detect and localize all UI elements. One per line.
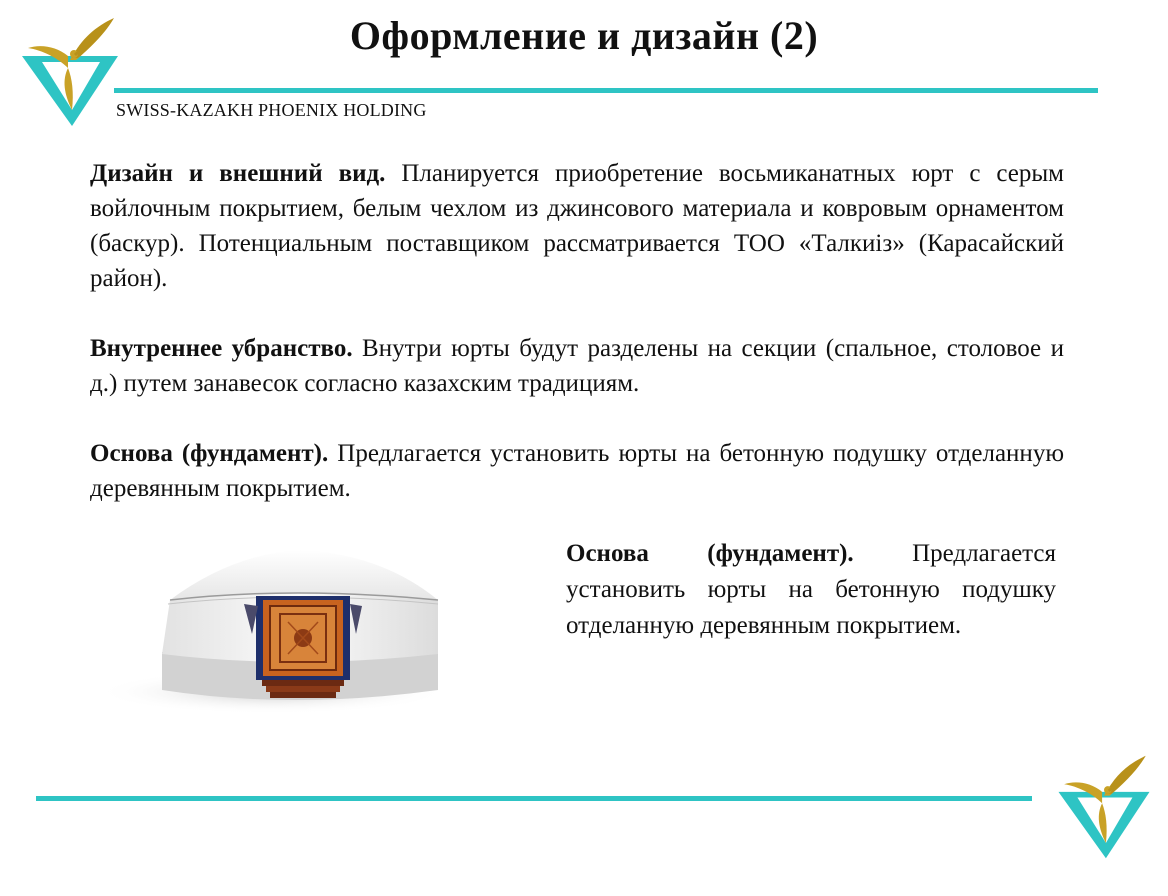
yurt-image xyxy=(92,542,454,720)
paragraph-text: Планируется приобретение восьмиканатных юрт с серым войлочным покрытием, белым чехлом из джинсового материала и ковровым орнаментом (баскур). Потенциальным поставщиком рассматривается ТОО «Талкиіз» (Карасайский район). xyxy=(90,160,1064,292)
caption-text: Предлагается установить юрты на бетонную подушку отделанную деревянным покрытием. xyxy=(566,540,1056,639)
foundation-caption xyxy=(566,536,1056,644)
paragraph-text: Внутри юрты будут разделены на секции (спальное, столовое и д.) путем занавесок согласно казахским традициям. xyxy=(90,335,1064,397)
footer-divider xyxy=(36,796,1032,801)
paragraph-text: Предлагается установить юрты на бетонную подушку отделанную деревянным покрытием. xyxy=(90,440,1064,502)
paragraph-foundation xyxy=(90,436,1064,506)
paragraph-lead: Дизайн и внешний вид. xyxy=(90,160,386,187)
company-name: SWISS-KAZAKH PHOENIX HOLDING xyxy=(116,100,427,120)
main-text xyxy=(90,156,1064,541)
paragraph-lead: Основа (фундамент). xyxy=(90,440,329,467)
phoenix-logo-bottom xyxy=(1052,752,1156,862)
paragraph-design xyxy=(90,156,1064,296)
page-title: Оформление и дизайн (2) xyxy=(349,13,819,58)
caption-lead: Основа (фундамент). xyxy=(566,540,854,567)
paragraph-interior xyxy=(90,331,1064,401)
paragraph-lead: Внутреннее убранство. xyxy=(90,335,353,362)
header-divider xyxy=(114,88,1098,93)
